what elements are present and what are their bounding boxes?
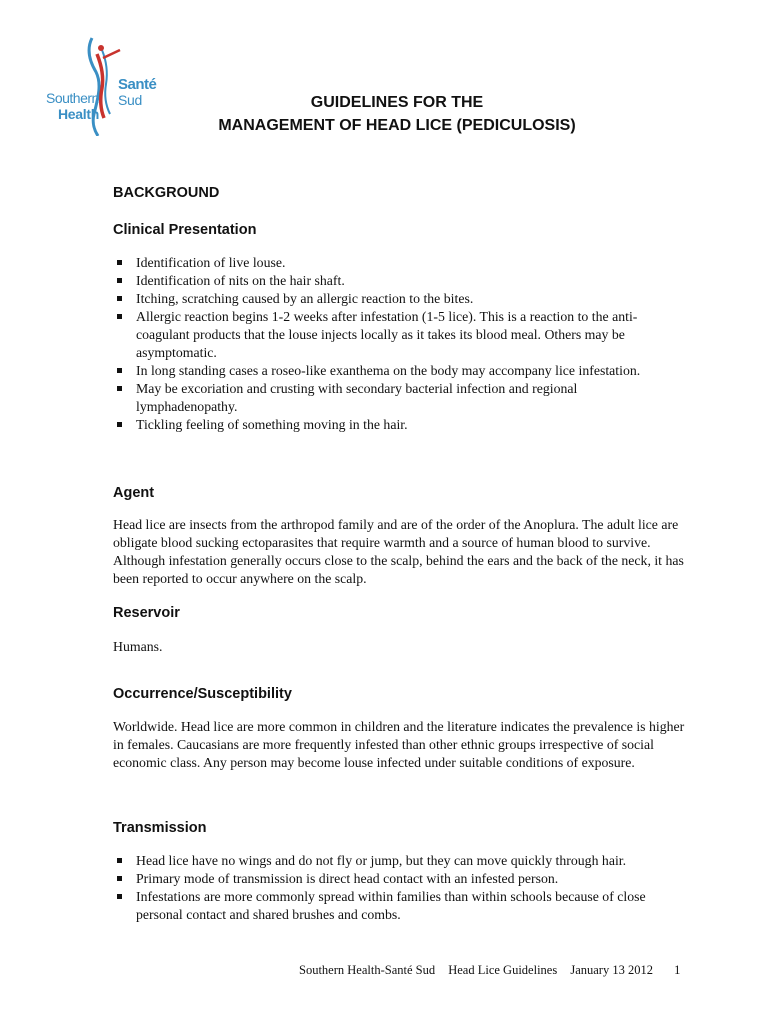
list-item: Infestations are more commonly spread within families than within schools because of close personal contact and shared brushes and combs. — [113, 888, 673, 924]
section-heading-background: BACKGROUND — [113, 185, 220, 201]
list-item: In long standing cases a roseo-like exanthema on the body may accompany lice infestation. — [113, 362, 673, 380]
document-title-line2: MANAGEMENT OF HEAD LICE (PEDICULOSIS) — [218, 117, 576, 134]
section-heading-transmission: Transmission — [113, 820, 207, 836]
agent-paragraph: Head lice are insects from the arthropod family and are of the order of the Anoplura. The adult lice are obligate blood sucking ectoparasites that require warmth and a source of human blood to survive. Although infestation generally occurs close to the scalp, behind the ears and the back of the neck, it has been reported to occur anywhere on the scalp. — [113, 517, 684, 586]
logo-text-southern: Southern — [46, 90, 99, 106]
logo-text-health: Health — [58, 106, 99, 122]
list-item: Tickling feeling of something moving in the hair. — [113, 416, 673, 434]
list-item: May be excoriation and crusting with secondary bacterial infection and regional lymphadenopathy. — [113, 380, 673, 416]
list-item: Identification of live louse. — [113, 254, 673, 272]
page-footer — [299, 963, 690, 978]
section-heading-occurrence: Occurrence/Susceptibility — [113, 686, 292, 702]
section-heading-agent: Agent — [113, 485, 155, 501]
list-item: Itching, scratching caused by an allergic reaction to the bites. — [113, 290, 673, 308]
list-item: Identification of nits on the hair shaft. — [113, 272, 673, 290]
occurrence-paragraph: Worldwide. Head lice are more common in children and the literature indicates the prevalence is higher in females. Caucasians are more frequently infested than other ethnic groups irrespective of social economic class. Any person may become louse infected under suitable conditions of exposure. — [113, 719, 685, 770]
section-heading-clinical: Clinical Presentation — [113, 222, 257, 238]
footer-page-number: 1 — [674, 963, 681, 977]
document-title-line1: GUIDELINES FOR THE — [310, 94, 484, 111]
transmission-list — [113, 852, 673, 924]
footer-doc-title: Head Lice Guidelines — [448, 963, 558, 977]
list-item: Primary mode of transmission is direct head contact with an infested person. — [113, 870, 673, 888]
footer-org: Southern Health-Santé Sud — [299, 963, 436, 977]
logo-text-sante: Santé — [118, 76, 157, 93]
list-item: Allergic reaction begins 1-2 weeks after infestation (1-5 lice). This is a reaction to the anti-coagulant products that the louse injects locally as it takes its blood meal. Others may be asymptomatic. — [113, 308, 673, 362]
footer-date: January 13 2012 — [570, 963, 653, 977]
logo-text-sud: Sud — [118, 92, 143, 108]
clinical-presentation-list — [113, 254, 673, 434]
section-heading-reservoir: Reservoir — [113, 605, 180, 621]
reservoir-paragraph: Humans. — [113, 639, 163, 654]
list-item: Head lice have no wings and do not fly or jump, but they can move quickly through hair. — [113, 852, 673, 870]
